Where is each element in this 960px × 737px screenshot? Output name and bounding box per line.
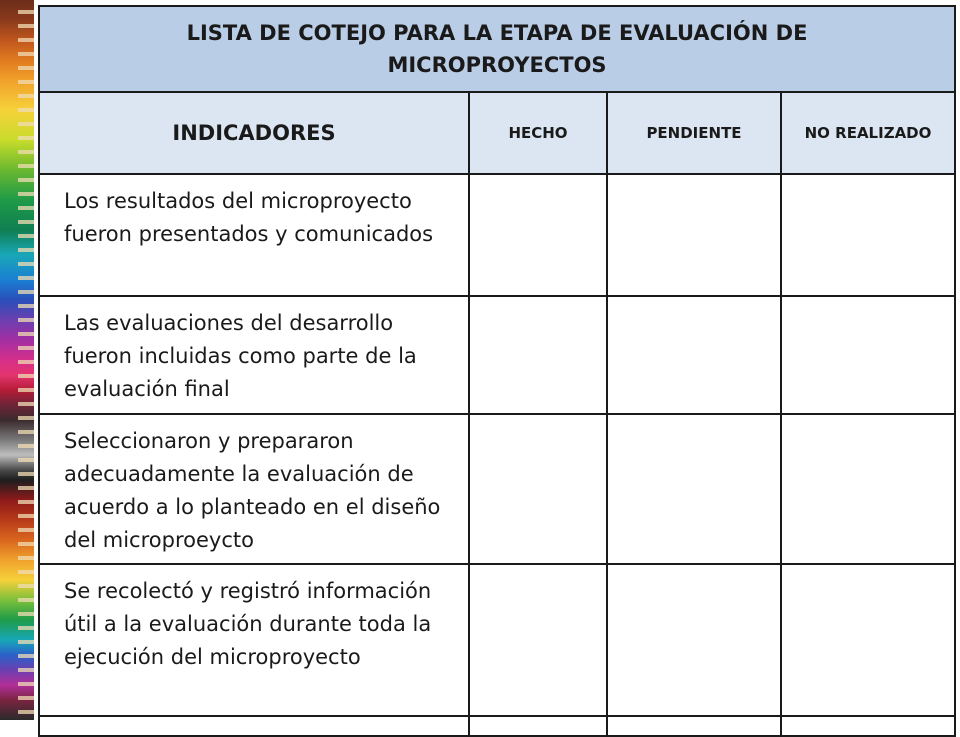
hecho-cell[interactable] bbox=[469, 414, 607, 564]
no-realizado-cell[interactable] bbox=[781, 414, 955, 564]
header-hecho: HECHO bbox=[469, 92, 607, 174]
table-row bbox=[39, 564, 955, 716]
pendiente-cell[interactable] bbox=[607, 174, 781, 296]
hecho-cell[interactable] bbox=[469, 174, 607, 296]
hecho-cell[interactable] bbox=[469, 564, 607, 716]
no-realizado-cell[interactable] bbox=[781, 296, 955, 414]
indicator-text: Se recolectó y registró información útil a la evaluación durante toda la ejecución del microproyecto bbox=[39, 564, 469, 716]
header-pendiente: PENDIENTE bbox=[607, 92, 781, 174]
pendiente-cell[interactable] bbox=[607, 296, 781, 414]
checklist-page bbox=[34, 0, 960, 720]
hecho-cell[interactable] bbox=[469, 296, 607, 414]
no-realizado-cell[interactable] bbox=[781, 716, 955, 736]
table-row bbox=[39, 174, 955, 296]
hecho-cell[interactable] bbox=[469, 716, 607, 736]
table-title: LISTA DE COTEJO PARA LA ETAPA DE EVALUACIÓN DE MICROPROYECTOS bbox=[39, 6, 955, 92]
indicator-text: Las evaluaciones del desarrollo fueron incluidas como parte de la evaluación final bbox=[39, 296, 469, 414]
no-realizado-cell[interactable] bbox=[781, 564, 955, 716]
header-indicadores: INDICADORES bbox=[39, 92, 469, 174]
indicator-text: Seleccionaron y prepararon adecuadamente la evaluación de acuerdo a lo planteado en el diseño del microproeycto bbox=[39, 414, 469, 564]
header-no-realizado: NO REALIZADO bbox=[781, 92, 955, 174]
indicator-cell-empty bbox=[39, 716, 469, 736]
table-row bbox=[39, 414, 955, 564]
table-row bbox=[39, 716, 955, 736]
indicator-text: Los resultados del microproyecto fueron presentados y comunicados bbox=[39, 174, 469, 296]
colored-pencils-border bbox=[0, 0, 34, 720]
checklist-table bbox=[38, 5, 956, 737]
pendiente-cell[interactable] bbox=[607, 716, 781, 736]
table-row bbox=[39, 296, 955, 414]
pendiente-cell[interactable] bbox=[607, 564, 781, 716]
no-realizado-cell[interactable] bbox=[781, 174, 955, 296]
pendiente-cell[interactable] bbox=[607, 414, 781, 564]
